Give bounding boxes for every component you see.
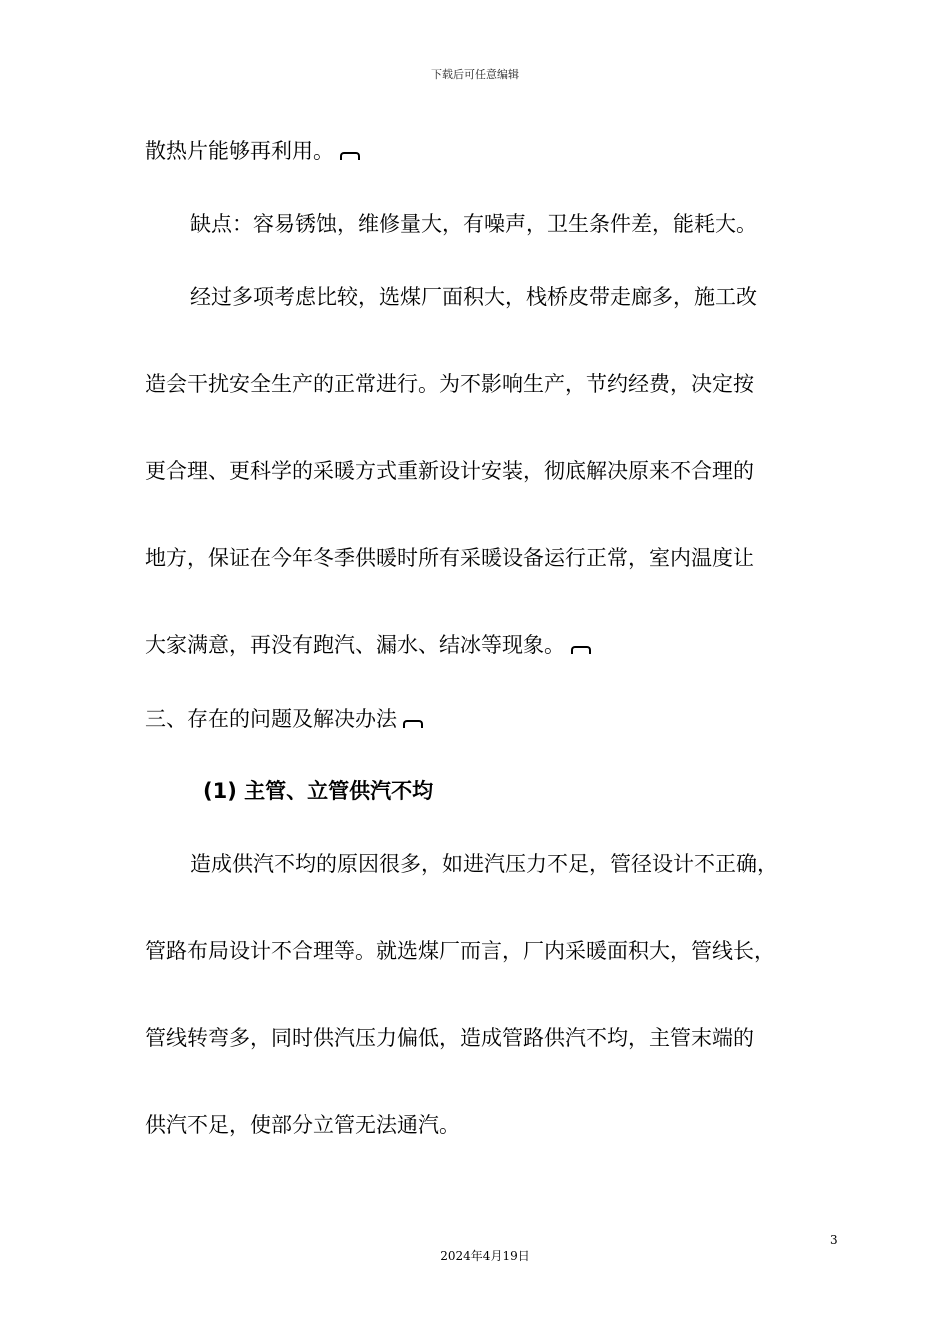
paragraph-line	[145, 631, 591, 659]
page-header: 下载后可任意编辑	[431, 68, 519, 81]
paragraph-line: 缺点：容易锈蚀，维修量大，有噪声，卫生条件差，能耗大。	[190, 212, 757, 236]
paragraph-line: 经过多项考虑比较，选煤厂面积大，栈桥皮带走廊多，施工改	[190, 285, 757, 309]
paragraph-mark-icon	[571, 646, 591, 654]
line-text: 散热片能够再利用。	[145, 139, 334, 163]
paragraph-line: 造会干扰安全生产的正常进行。为不影响生产，节约经费，决定按	[145, 372, 754, 396]
page-number: 3	[830, 1233, 838, 1247]
line-text: 大家满意，再没有跑汽、漏水、结冰等现象。	[145, 633, 565, 657]
paragraph-line: 管线转弯多，同时供汽压力偏低，造成管路供汽不均，主管末端的	[145, 1026, 754, 1050]
paragraph-line: 更合理、更科学的采暖方式重新设计安装，彻底解决原来不合理的	[145, 459, 754, 483]
paragraph-mark-icon	[340, 152, 360, 160]
page-footer-date: 2024年4月19日	[440, 1249, 530, 1263]
paragraph-line: 造成供汽不均的原因很多，如进汽压力不足，管径设计不正确，	[190, 852, 778, 876]
paragraph-mark-icon	[403, 720, 423, 728]
subsection-heading: (1) 主管、立管供汽不均	[203, 779, 434, 803]
paragraph-line	[145, 137, 360, 165]
heading-text: 三、存在的问题及解决办法	[145, 707, 397, 731]
section-heading	[145, 705, 423, 733]
paragraph-line: 供汽不足，使部分立管无法通汽。	[145, 1113, 460, 1137]
paragraph-line: 管路布局设计不合理等。就选煤厂而言，厂内采暖面积大，管线长，	[145, 939, 775, 963]
paragraph-line: 地方，保证在今年冬季供暖时所有采暖设备运行正常，室内温度让	[145, 546, 754, 570]
